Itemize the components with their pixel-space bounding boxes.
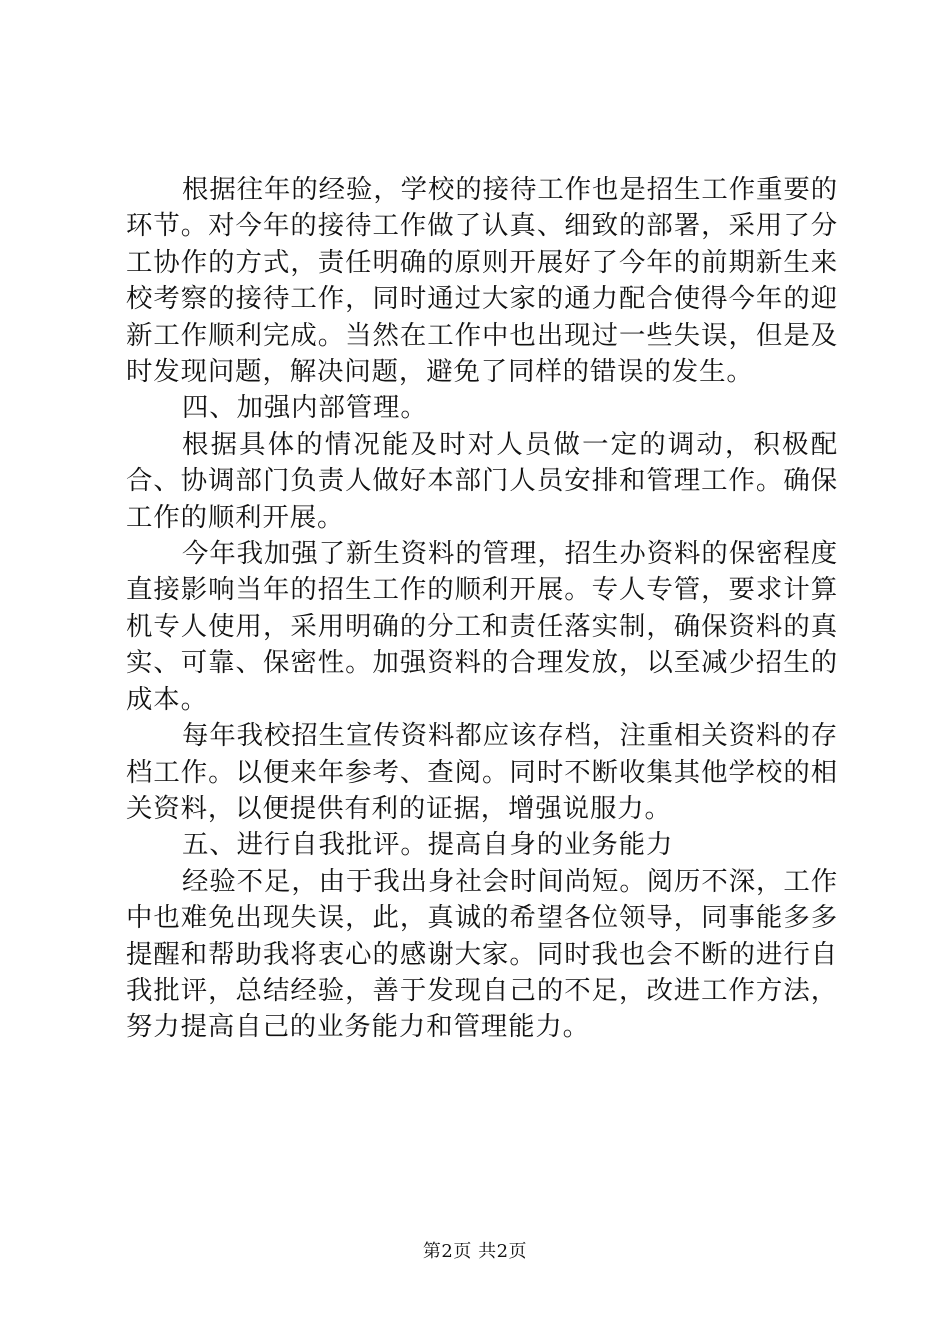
section-heading-internal-management: 四、加强内部管理。	[182, 392, 428, 424]
document-body	[126, 172, 838, 1046]
paragraph-data-management: 今年我加强了新生资料的管理，招生办资料的保密程度直接影响当年的招生工作的顺利开展。专人专管，要求计算机专人使用，采用明确的分工和责任落实制，确保资料的真实、可靠、保密性。加强资料的合理发放，以至减少招生的成本。	[126, 538, 838, 715]
page-number-footer: 第2页 共2页	[422, 1241, 528, 1262]
paragraph-reception-work: 根据往年的经验，学校的接待工作也是招生工作重要的环节。对今年的接待工作做了认真、细致的部署，采用了分工协作的方式，责任明确的原则开展好了今年的前期新生来校考察的接待工作，同时通过大家的通力配合使得今年的迎新工作顺利完成。当然在工作中也出现过一些失误，但是及时发现问题，解决问题，避免了同样的错误的发生。	[126, 174, 838, 388]
paragraph-experience: 经验不足，由于我出身社会时间尚短。阅历不深，工作中也难免出现失误，此，真诚的希望各位领导，同事能多多提醒和帮助我将衷心的感谢大家。同时我也会不断的进行自我批评，总结经验，善于发现自己的不足，改进工作方法，努力提高自己的业务能力和管理能力。	[126, 865, 838, 1043]
paragraph-archiving: 每年我校招生宣传资料都应该存档，注重相关资料的存档工作。以便来年参考、查阅。同时不断收集其他学校的相关资料，以便提供有利的证据，增强说服力。	[126, 720, 838, 824]
section-heading-self-criticism: 五、进行自我批评。提高自身的业务能力	[182, 829, 674, 861]
paragraph-staff-adjustment: 根据具体的情况能及时对人员做一定的调动，积极配合、协调部门负责人做好本部门人员安排和管理工作。确保工作的顺利开展。	[126, 428, 838, 533]
